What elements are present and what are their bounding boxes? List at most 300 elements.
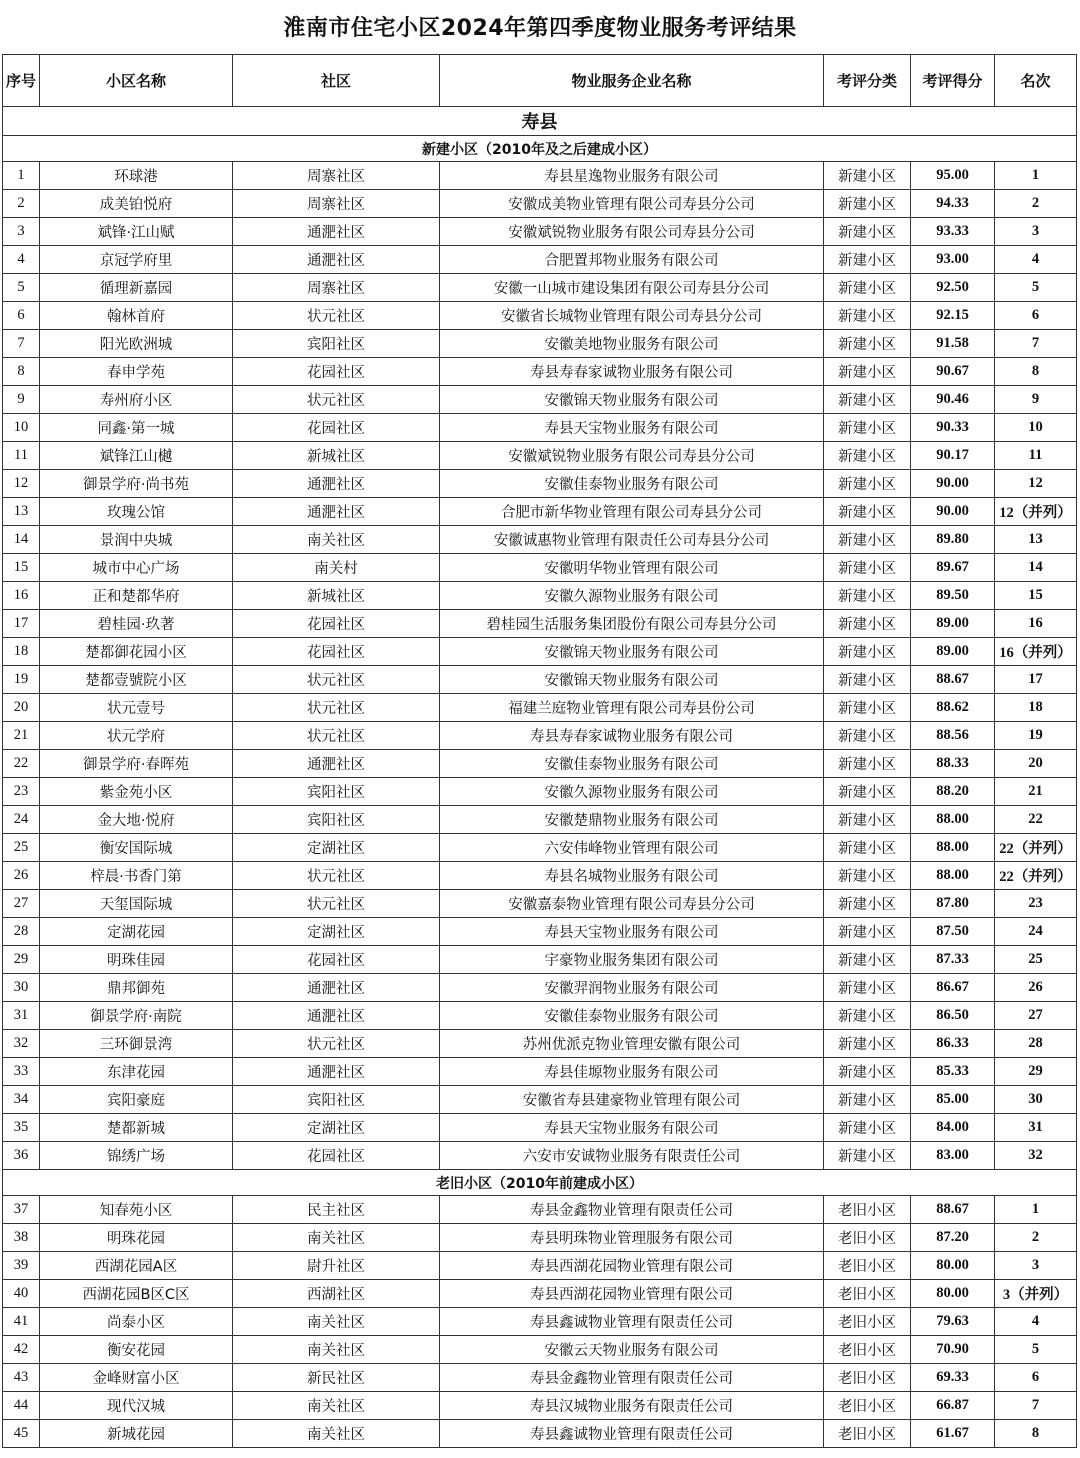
row-index-cell: 13 bbox=[3, 498, 40, 526]
score-cell: 66.87 bbox=[911, 1392, 995, 1420]
company-name-cell: 六安市安诚物业服务有限责任公司 bbox=[440, 1142, 824, 1170]
score-cell: 88.67 bbox=[911, 1196, 995, 1224]
company-name-cell: 安徽锦天物业服务有限公司 bbox=[440, 638, 824, 666]
district-cell: 新城社区 bbox=[233, 582, 440, 610]
district-cell: 周寨社区 bbox=[233, 190, 440, 218]
rank-cell: 30 bbox=[995, 1086, 1077, 1114]
row-index-cell: 34 bbox=[3, 1086, 40, 1114]
document-title: 淮南市住宅小区2024年第四季度物业服务考评结果 bbox=[283, 16, 797, 41]
district-cell: 状元社区 bbox=[233, 666, 440, 694]
row-index-cell: 15 bbox=[3, 554, 40, 582]
community-name-cell: 西湖花园A区 bbox=[40, 1252, 233, 1280]
table-row bbox=[3, 442, 1077, 470]
table-row bbox=[3, 274, 1077, 302]
category-cell: 新建小区 bbox=[824, 890, 911, 918]
rank-cell: 3（并列） bbox=[995, 1280, 1077, 1308]
rank-cell: 18 bbox=[995, 694, 1077, 722]
community-name-cell: 状元壹号 bbox=[40, 694, 233, 722]
category-cell: 新建小区 bbox=[824, 918, 911, 946]
score-cell: 88.62 bbox=[911, 694, 995, 722]
row-index-cell: 38 bbox=[3, 1224, 40, 1252]
company-name-cell: 合肥市新华物业管理有限公司寿县分公司 bbox=[440, 498, 824, 526]
community-name-cell: 城市中心广场 bbox=[40, 554, 233, 582]
category-cell: 新建小区 bbox=[824, 190, 911, 218]
row-index-cell: 41 bbox=[3, 1308, 40, 1336]
group-label: 老旧小区（2010年前建成小区） bbox=[3, 1170, 1077, 1196]
header-index: 序号 bbox=[3, 55, 40, 107]
community-name-cell: 成美铂悦府 bbox=[40, 190, 233, 218]
rank-cell: 24 bbox=[995, 918, 1077, 946]
region-row bbox=[3, 107, 1077, 136]
category-cell: 老旧小区 bbox=[824, 1224, 911, 1252]
district-cell: 宾阳社区 bbox=[233, 778, 440, 806]
header-district: 社区 bbox=[233, 55, 440, 107]
district-cell: 南关社区 bbox=[233, 1420, 440, 1448]
rank-cell: 22 bbox=[995, 806, 1077, 834]
district-cell: 定湖社区 bbox=[233, 918, 440, 946]
row-index-cell: 37 bbox=[3, 1196, 40, 1224]
score-cell: 89.67 bbox=[911, 554, 995, 582]
row-index-cell: 7 bbox=[3, 330, 40, 358]
score-cell: 94.33 bbox=[911, 190, 995, 218]
district-cell: 宾阳社区 bbox=[233, 1086, 440, 1114]
category-cell: 新建小区 bbox=[824, 218, 911, 246]
company-name-cell: 寿县金鑫物业管理有限责任公司 bbox=[440, 1196, 824, 1224]
table-row bbox=[3, 386, 1077, 414]
community-name-cell: 循理新嘉园 bbox=[40, 274, 233, 302]
group-label: 新建小区（2010年及之后建成小区） bbox=[3, 136, 1077, 162]
row-index-cell: 2 bbox=[3, 190, 40, 218]
district-cell: 通淝社区 bbox=[233, 498, 440, 526]
score-cell: 83.00 bbox=[911, 1142, 995, 1170]
category-cell: 新建小区 bbox=[824, 666, 911, 694]
category-cell: 新建小区 bbox=[824, 638, 911, 666]
company-name-cell: 安徽诚惠物业管理有限责任公司寿县分公司 bbox=[440, 526, 824, 554]
table-row bbox=[3, 470, 1077, 498]
company-name-cell: 寿县天宝物业服务有限公司 bbox=[440, 1114, 824, 1142]
category-cell: 新建小区 bbox=[824, 386, 911, 414]
group-header-row bbox=[3, 1170, 1077, 1196]
company-name-cell: 宇豪物业服务集团有限公司 bbox=[440, 946, 824, 974]
company-name-cell: 安徽一山城市建设集团有限公司寿县分公司 bbox=[440, 274, 824, 302]
company-name-cell: 安徽斌锐物业服务有限公司寿县分公司 bbox=[440, 442, 824, 470]
rank-cell: 3 bbox=[995, 218, 1077, 246]
table-header bbox=[3, 55, 1077, 107]
company-name-cell: 寿县金鑫物业管理有限责任公司 bbox=[440, 1364, 824, 1392]
score-cell: 88.00 bbox=[911, 834, 995, 862]
row-index-cell: 35 bbox=[3, 1114, 40, 1142]
row-index-cell: 5 bbox=[3, 274, 40, 302]
category-cell: 新建小区 bbox=[824, 778, 911, 806]
community-name-cell: 环球港 bbox=[40, 162, 233, 190]
community-name-cell: 三环御景湾 bbox=[40, 1030, 233, 1058]
community-name-cell: 同鑫·第一城 bbox=[40, 414, 233, 442]
rank-cell: 1 bbox=[995, 162, 1077, 190]
company-name-cell: 寿县西湖花园物业管理有限公司 bbox=[440, 1252, 824, 1280]
score-cell: 87.50 bbox=[911, 918, 995, 946]
rank-cell: 12（并列） bbox=[995, 498, 1077, 526]
table-row bbox=[3, 1058, 1077, 1086]
rank-cell: 2 bbox=[995, 190, 1077, 218]
community-name-cell: 玫瑰公馆 bbox=[40, 498, 233, 526]
category-cell: 新建小区 bbox=[824, 1030, 911, 1058]
category-cell: 老旧小区 bbox=[824, 1336, 911, 1364]
category-cell: 新建小区 bbox=[824, 834, 911, 862]
rank-cell: 4 bbox=[995, 246, 1077, 274]
community-name-cell: 明珠佳园 bbox=[40, 946, 233, 974]
score-cell: 87.20 bbox=[911, 1224, 995, 1252]
table-row bbox=[3, 1224, 1077, 1252]
company-name-cell: 寿县西湖花园物业管理有限公司 bbox=[440, 1280, 824, 1308]
company-name-cell: 安徽锦天物业服务有限公司 bbox=[440, 386, 824, 414]
company-name-cell: 安徽佳泰物业服务有限公司 bbox=[440, 470, 824, 498]
category-cell: 新建小区 bbox=[824, 554, 911, 582]
company-name-cell: 安徽嘉泰物业管理有限公司寿县分公司 bbox=[440, 890, 824, 918]
row-index-cell: 31 bbox=[3, 1002, 40, 1030]
region-label: 寿县 bbox=[3, 107, 1077, 136]
rank-cell: 15 bbox=[995, 582, 1077, 610]
community-name-cell: 东津花园 bbox=[40, 1058, 233, 1086]
table-row bbox=[3, 666, 1077, 694]
score-cell: 80.00 bbox=[911, 1252, 995, 1280]
company-name-cell: 安徽佳泰物业服务有限公司 bbox=[440, 750, 824, 778]
rank-cell: 31 bbox=[995, 1114, 1077, 1142]
table-row bbox=[3, 694, 1077, 722]
row-index-cell: 19 bbox=[3, 666, 40, 694]
district-cell: 通淝社区 bbox=[233, 218, 440, 246]
category-cell: 新建小区 bbox=[824, 414, 911, 442]
table-row bbox=[3, 946, 1077, 974]
table-row bbox=[3, 358, 1077, 386]
rank-cell: 25 bbox=[995, 946, 1077, 974]
header-rank: 名次 bbox=[995, 55, 1077, 107]
district-cell: 花园社区 bbox=[233, 358, 440, 386]
category-cell: 新建小区 bbox=[824, 470, 911, 498]
category-cell: 新建小区 bbox=[824, 582, 911, 610]
rank-cell: 1 bbox=[995, 1196, 1077, 1224]
community-name-cell: 阳光欧洲城 bbox=[40, 330, 233, 358]
community-name-cell: 紫金苑小区 bbox=[40, 778, 233, 806]
community-name-cell: 新城花园 bbox=[40, 1420, 233, 1448]
table-row bbox=[3, 190, 1077, 218]
row-index-cell: 28 bbox=[3, 918, 40, 946]
district-cell: 定湖社区 bbox=[233, 1114, 440, 1142]
score-cell: 88.56 bbox=[911, 722, 995, 750]
table-row bbox=[3, 526, 1077, 554]
rank-cell: 7 bbox=[995, 330, 1077, 358]
district-cell: 状元社区 bbox=[233, 386, 440, 414]
company-name-cell: 安徽楚鼎物业服务有限公司 bbox=[440, 806, 824, 834]
score-cell: 95.00 bbox=[911, 162, 995, 190]
community-name-cell: 楚都新城 bbox=[40, 1114, 233, 1142]
rank-cell: 22（并列） bbox=[995, 834, 1077, 862]
table-row bbox=[3, 1364, 1077, 1392]
community-name-cell: 翰林首府 bbox=[40, 302, 233, 330]
district-cell: 尉升社区 bbox=[233, 1252, 440, 1280]
table-row bbox=[3, 1114, 1077, 1142]
company-name-cell: 安徽久源物业服务有限公司 bbox=[440, 778, 824, 806]
category-cell: 新建小区 bbox=[824, 1086, 911, 1114]
rank-cell: 3 bbox=[995, 1252, 1077, 1280]
header-score: 考评得分 bbox=[911, 55, 995, 107]
table-row bbox=[3, 582, 1077, 610]
row-index-cell: 14 bbox=[3, 526, 40, 554]
row-index-cell: 33 bbox=[3, 1058, 40, 1086]
category-cell: 新建小区 bbox=[824, 862, 911, 890]
score-cell: 86.33 bbox=[911, 1030, 995, 1058]
rank-cell: 2 bbox=[995, 1224, 1077, 1252]
category-cell: 老旧小区 bbox=[824, 1196, 911, 1224]
score-cell: 85.00 bbox=[911, 1086, 995, 1114]
score-cell: 70.90 bbox=[911, 1336, 995, 1364]
community-name-cell: 楚都壹號院小区 bbox=[40, 666, 233, 694]
table-row bbox=[3, 1196, 1077, 1224]
table-row bbox=[3, 414, 1077, 442]
district-cell: 花园社区 bbox=[233, 1142, 440, 1170]
row-index-cell: 36 bbox=[3, 1142, 40, 1170]
table-row bbox=[3, 778, 1077, 806]
table-row bbox=[3, 1392, 1077, 1420]
score-cell: 92.15 bbox=[911, 302, 995, 330]
community-name-cell: 宾阳豪庭 bbox=[40, 1086, 233, 1114]
rank-cell: 17 bbox=[995, 666, 1077, 694]
category-cell: 新建小区 bbox=[824, 162, 911, 190]
table-row bbox=[3, 1336, 1077, 1364]
score-cell: 88.20 bbox=[911, 778, 995, 806]
community-name-cell: 梓晨·书香门第 bbox=[40, 862, 233, 890]
table-row bbox=[3, 722, 1077, 750]
rank-cell: 5 bbox=[995, 1336, 1077, 1364]
district-cell: 状元社区 bbox=[233, 862, 440, 890]
row-index-cell: 40 bbox=[3, 1280, 40, 1308]
score-cell: 89.80 bbox=[911, 526, 995, 554]
community-name-cell: 正和楚都华府 bbox=[40, 582, 233, 610]
category-cell: 新建小区 bbox=[824, 246, 911, 274]
rank-cell: 27 bbox=[995, 1002, 1077, 1030]
table-row bbox=[3, 918, 1077, 946]
company-name-cell: 安徽云天物业服务有限公司 bbox=[440, 1336, 824, 1364]
community-name-cell: 锦绣广场 bbox=[40, 1142, 233, 1170]
district-cell: 通淝社区 bbox=[233, 246, 440, 274]
score-cell: 88.00 bbox=[911, 862, 995, 890]
row-index-cell: 3 bbox=[3, 218, 40, 246]
district-cell: 状元社区 bbox=[233, 1030, 440, 1058]
category-cell: 新建小区 bbox=[824, 974, 911, 1002]
district-cell: 新城社区 bbox=[233, 442, 440, 470]
row-index-cell: 44 bbox=[3, 1392, 40, 1420]
row-index-cell: 43 bbox=[3, 1364, 40, 1392]
category-cell: 新建小区 bbox=[824, 442, 911, 470]
row-index-cell: 39 bbox=[3, 1252, 40, 1280]
district-cell: 花园社区 bbox=[233, 638, 440, 666]
district-cell: 宾阳社区 bbox=[233, 806, 440, 834]
community-name-cell: 御景学府·南院 bbox=[40, 1002, 233, 1030]
score-cell: 88.00 bbox=[911, 806, 995, 834]
category-cell: 新建小区 bbox=[824, 526, 911, 554]
category-cell: 新建小区 bbox=[824, 1114, 911, 1142]
company-name-cell: 安徽斌锐物业服务有限公司寿县分公司 bbox=[440, 218, 824, 246]
score-cell: 92.50 bbox=[911, 274, 995, 302]
community-name-cell: 御景学府·尚书苑 bbox=[40, 470, 233, 498]
company-name-cell: 寿县寿春家诚物业服务有限公司 bbox=[440, 358, 824, 386]
rank-cell: 32 bbox=[995, 1142, 1077, 1170]
district-cell: 南关社区 bbox=[233, 1392, 440, 1420]
rank-cell: 5 bbox=[995, 274, 1077, 302]
district-cell: 花园社区 bbox=[233, 414, 440, 442]
table-row bbox=[3, 806, 1077, 834]
district-cell: 南关社区 bbox=[233, 1224, 440, 1252]
rank-cell: 12 bbox=[995, 470, 1077, 498]
rank-cell: 9 bbox=[995, 386, 1077, 414]
table-row bbox=[3, 1086, 1077, 1114]
row-index-cell: 10 bbox=[3, 414, 40, 442]
score-cell: 79.63 bbox=[911, 1308, 995, 1336]
table-row bbox=[3, 974, 1077, 1002]
community-name-cell: 碧桂园·玖著 bbox=[40, 610, 233, 638]
company-name-cell: 寿县寿春家诚物业服务有限公司 bbox=[440, 722, 824, 750]
row-index-cell: 11 bbox=[3, 442, 40, 470]
score-cell: 93.33 bbox=[911, 218, 995, 246]
rank-cell: 19 bbox=[995, 722, 1077, 750]
company-name-cell: 安徽羿润物业服务有限公司 bbox=[440, 974, 824, 1002]
row-index-cell: 32 bbox=[3, 1030, 40, 1058]
district-cell: 通淝社区 bbox=[233, 1002, 440, 1030]
community-name-cell: 明珠花园 bbox=[40, 1224, 233, 1252]
row-index-cell: 16 bbox=[3, 582, 40, 610]
district-cell: 南关社区 bbox=[233, 526, 440, 554]
district-cell: 通淝社区 bbox=[233, 1058, 440, 1086]
company-name-cell: 六安伟峰物业管理有限公司 bbox=[440, 834, 824, 862]
community-name-cell: 金大地·悦府 bbox=[40, 806, 233, 834]
community-name-cell: 寿州府小区 bbox=[40, 386, 233, 414]
category-cell: 老旧小区 bbox=[824, 1252, 911, 1280]
score-cell: 90.00 bbox=[911, 498, 995, 526]
rank-cell: 21 bbox=[995, 778, 1077, 806]
company-name-cell: 寿县鑫诚物业管理有限责任公司 bbox=[440, 1308, 824, 1336]
score-cell: 86.50 bbox=[911, 1002, 995, 1030]
row-index-cell: 23 bbox=[3, 778, 40, 806]
row-index-cell: 25 bbox=[3, 834, 40, 862]
district-cell: 花园社区 bbox=[233, 946, 440, 974]
table-row bbox=[3, 834, 1077, 862]
table-row bbox=[3, 498, 1077, 526]
group-header-row bbox=[3, 136, 1077, 162]
district-cell: 南关社区 bbox=[233, 1308, 440, 1336]
category-cell: 老旧小区 bbox=[824, 1392, 911, 1420]
header-company: 物业服务企业名称 bbox=[440, 55, 824, 107]
community-name-cell: 京冠学府里 bbox=[40, 246, 233, 274]
category-cell: 新建小区 bbox=[824, 1002, 911, 1030]
category-cell: 新建小区 bbox=[824, 946, 911, 974]
rank-cell: 13 bbox=[995, 526, 1077, 554]
district-cell: 周寨社区 bbox=[233, 274, 440, 302]
community-name-cell: 斌锋·江山赋 bbox=[40, 218, 233, 246]
row-index-cell: 6 bbox=[3, 302, 40, 330]
district-cell: 花园社区 bbox=[233, 610, 440, 638]
community-name-cell: 天玺国际城 bbox=[40, 890, 233, 918]
row-index-cell: 26 bbox=[3, 862, 40, 890]
company-name-cell: 寿县天宝物业服务有限公司 bbox=[440, 414, 824, 442]
district-cell: 定湖社区 bbox=[233, 834, 440, 862]
district-cell: 南关村 bbox=[233, 554, 440, 582]
row-index-cell: 8 bbox=[3, 358, 40, 386]
score-cell: 88.33 bbox=[911, 750, 995, 778]
row-index-cell: 4 bbox=[3, 246, 40, 274]
rank-cell: 8 bbox=[995, 1420, 1077, 1448]
rank-cell: 6 bbox=[995, 1364, 1077, 1392]
category-cell: 老旧小区 bbox=[824, 1364, 911, 1392]
category-cell: 新建小区 bbox=[824, 806, 911, 834]
community-name-cell: 西湖花园B区C区 bbox=[40, 1280, 233, 1308]
company-name-cell: 安徽佳泰物业服务有限公司 bbox=[440, 1002, 824, 1030]
district-cell: 西湖社区 bbox=[233, 1280, 440, 1308]
rank-cell: 4 bbox=[995, 1308, 1077, 1336]
company-name-cell: 安徽锦天物业服务有限公司 bbox=[440, 666, 824, 694]
row-index-cell: 30 bbox=[3, 974, 40, 1002]
table-row bbox=[3, 638, 1077, 666]
community-name-cell: 状元学府 bbox=[40, 722, 233, 750]
table-row bbox=[3, 162, 1077, 190]
company-name-cell: 安徽久源物业服务有限公司 bbox=[440, 582, 824, 610]
district-cell: 周寨社区 bbox=[233, 162, 440, 190]
category-cell: 新建小区 bbox=[824, 498, 911, 526]
row-index-cell: 21 bbox=[3, 722, 40, 750]
district-cell: 新民社区 bbox=[233, 1364, 440, 1392]
rank-cell: 6 bbox=[995, 302, 1077, 330]
district-cell: 通淝社区 bbox=[233, 974, 440, 1002]
score-cell: 90.17 bbox=[911, 442, 995, 470]
score-cell: 89.00 bbox=[911, 638, 995, 666]
table-body bbox=[3, 107, 1077, 1448]
company-name-cell: 碧桂园生活服务集团股份有限公司寿县分公司 bbox=[440, 610, 824, 638]
community-name-cell: 定湖花园 bbox=[40, 918, 233, 946]
category-cell: 新建小区 bbox=[824, 1142, 911, 1170]
table-row bbox=[3, 302, 1077, 330]
category-cell: 老旧小区 bbox=[824, 1308, 911, 1336]
table-row bbox=[3, 1002, 1077, 1030]
table-row bbox=[3, 246, 1077, 274]
company-name-cell: 寿县天宝物业服务有限公司 bbox=[440, 918, 824, 946]
company-name-cell: 寿县汉城物业服务有限责任公司 bbox=[440, 1392, 824, 1420]
community-name-cell: 御景学府·春晖苑 bbox=[40, 750, 233, 778]
category-cell: 新建小区 bbox=[824, 1058, 911, 1086]
score-cell: 61.67 bbox=[911, 1420, 995, 1448]
row-index-cell: 24 bbox=[3, 806, 40, 834]
row-index-cell: 17 bbox=[3, 610, 40, 638]
community-name-cell: 尚泰小区 bbox=[40, 1308, 233, 1336]
table-row bbox=[3, 1030, 1077, 1058]
community-name-cell: 现代汉城 bbox=[40, 1392, 233, 1420]
district-cell: 状元社区 bbox=[233, 890, 440, 918]
company-name-cell: 安徽明华物业管理有限公司 bbox=[440, 554, 824, 582]
category-cell: 老旧小区 bbox=[824, 1420, 911, 1448]
district-cell: 状元社区 bbox=[233, 302, 440, 330]
score-cell: 86.67 bbox=[911, 974, 995, 1002]
district-cell: 民主社区 bbox=[233, 1196, 440, 1224]
table-row bbox=[3, 1308, 1077, 1336]
table-row bbox=[3, 890, 1077, 918]
company-name-cell: 寿县明珠物业管理服务有限公司 bbox=[440, 1224, 824, 1252]
company-name-cell: 合肥置邦物业服务有限公司 bbox=[440, 246, 824, 274]
score-cell: 91.58 bbox=[911, 330, 995, 358]
district-cell: 南关社区 bbox=[233, 1336, 440, 1364]
row-index-cell: 29 bbox=[3, 946, 40, 974]
rank-cell: 11 bbox=[995, 442, 1077, 470]
table-row bbox=[3, 750, 1077, 778]
score-cell: 90.00 bbox=[911, 470, 995, 498]
category-cell: 新建小区 bbox=[824, 694, 911, 722]
community-name-cell: 知春苑小区 bbox=[40, 1196, 233, 1224]
